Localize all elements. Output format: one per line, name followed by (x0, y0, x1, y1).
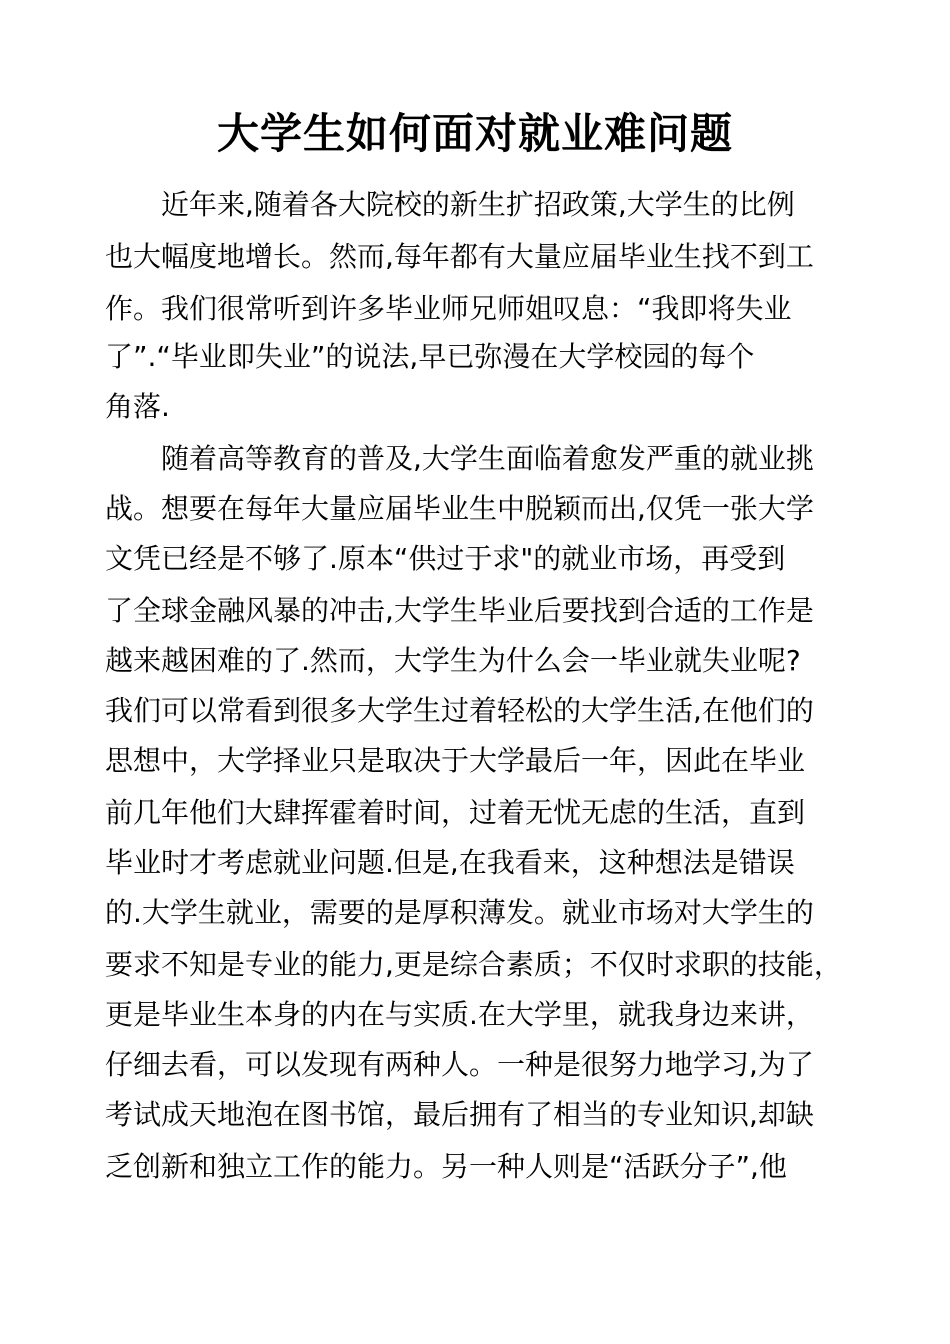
text-line: 考试成天地泡在图书馆，最后拥有了相当的专业知识,却缺 (105, 1098, 814, 1131)
text-line: 角落. (105, 390, 170, 423)
text-line: 文凭已经是不够了.原本“供过于求"的就业市场，再受到 (105, 542, 786, 575)
text-line: 了全球金融风暴的冲击,大学生毕业后要找到合适的工作是 (105, 594, 814, 627)
text-line: 战。想要在每年大量应届毕业生中脱颖而出,仅凭一张大学 (105, 492, 814, 525)
text-line: 我们可以常看到很多大学生过着轻松的大学生活,在他们的 (105, 694, 814, 727)
text-line: 随着高等教育的普及,大学生面临着愈发严重的就业挑 (161, 442, 814, 475)
text-line: 思想中，大学择业只是取决于大学最后一年，因此在毕业 (105, 744, 806, 777)
text-line: 近年来,随着各大院校的新生扩招政策,大学生的比例 (161, 188, 795, 221)
text-line: 仔细去看，可以发现有两种人。一种是很努力地学习,为了 (105, 1048, 814, 1081)
text-line: 了”.“毕业即失业”的说法,早已弥漫在大学校园的每个 (105, 340, 755, 373)
text-line: 要求不知是专业的能力,更是综合素质；不仅时求职的技能， (105, 948, 842, 981)
text-line: 乏创新和独立工作的能力。另一种人则是“活跃分子”,他 (105, 1150, 787, 1183)
text-line: 作。我们很常听到许多毕业师兄师姐叹息：“我即将失业 (105, 292, 792, 325)
text-line: 前几年他们大肆挥霍着时间，过着无忧无虑的生活，直到 (105, 796, 806, 829)
text-line: 更是毕业生本身的内在与实质.在大学里，就我身边来讲， (105, 998, 814, 1031)
text-line: 的.大学生就业，需要的是厚积薄发。就业市场对大学生的 (105, 896, 814, 929)
text-line: 毕业时才考虑就业问题.但是,在我看来，这种想法是错误 (105, 846, 795, 879)
text-line: 越来越困难的了.然而，大学生为什么会一毕业就失业呢? (105, 644, 801, 677)
text-line: 也大幅度地增长。然而,每年都有大量应届毕业生找不到工 (105, 240, 814, 273)
document-title: 大学生如何面对就业难问题 (216, 109, 733, 158)
